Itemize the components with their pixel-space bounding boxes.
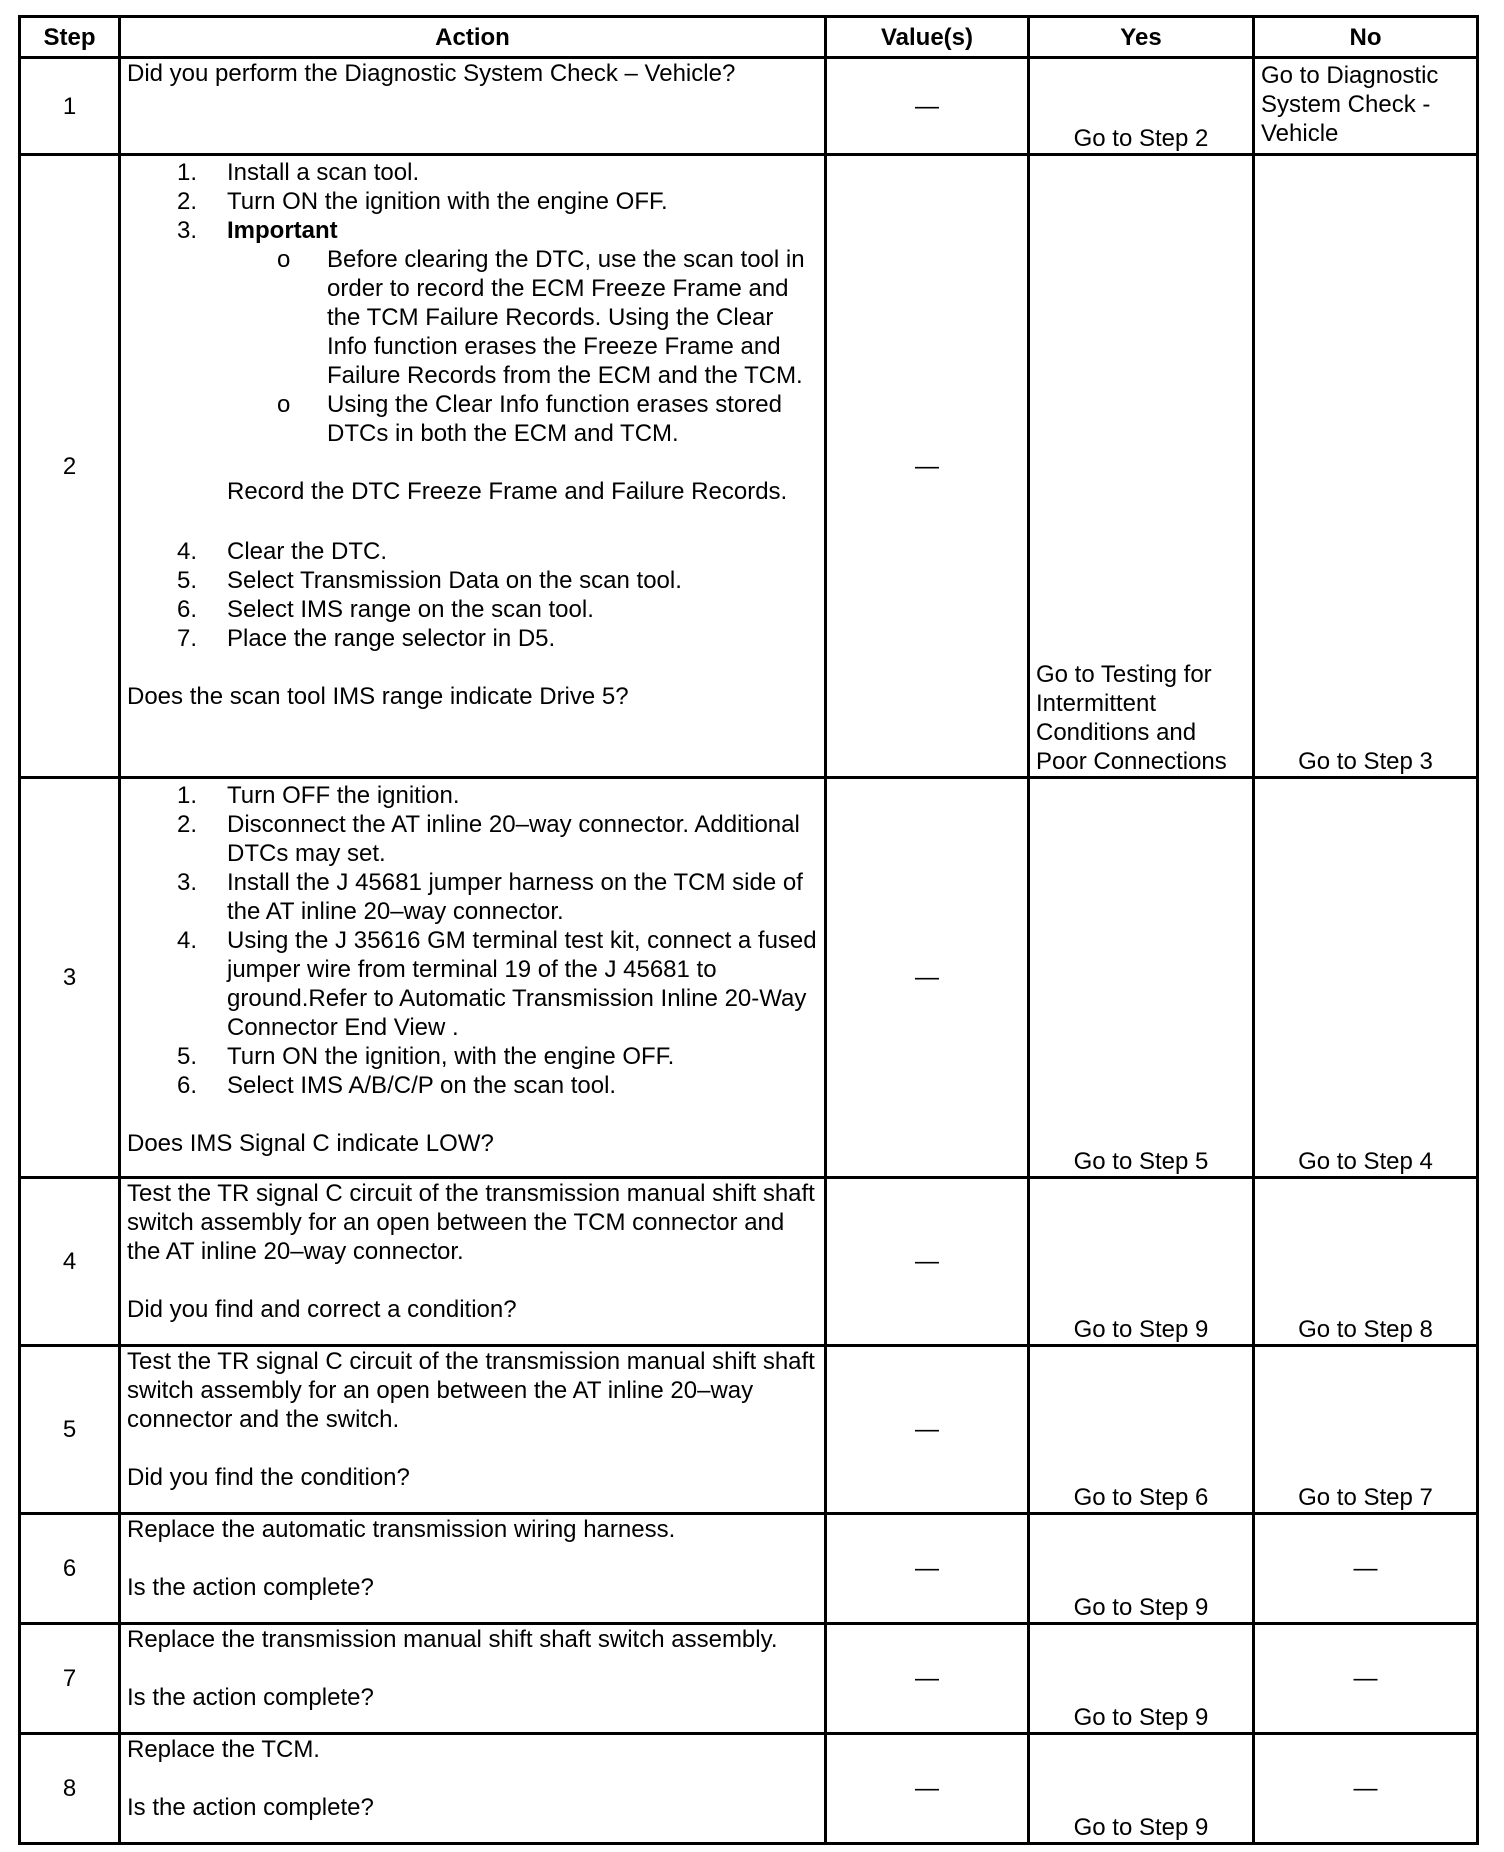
step-number: 8	[20, 1734, 120, 1844]
record-note: Record the DTC Freeze Frame and Failure Records.	[227, 478, 788, 505]
step-number: 6	[20, 1514, 120, 1624]
table-row	[20, 58, 1478, 155]
no-cell: Go to Step 4	[1254, 778, 1478, 1178]
step-number: 2	[20, 155, 120, 778]
table-row	[20, 1514, 1478, 1624]
action-cell	[120, 1178, 826, 1346]
question-text: Is the action complete?	[127, 1684, 374, 1711]
list-item: o Using the Clear Info function erases stored DTCs in both the ECM and TCM.	[277, 391, 782, 447]
table-row	[20, 1624, 1478, 1734]
list-item: 2. Disconnect the AT inline 20–way connector. Additional DTCs may set.	[177, 811, 800, 867]
procedure-list	[127, 781, 818, 1100]
step-number: 4	[20, 1178, 120, 1346]
no-cell: Go to Step 7	[1254, 1346, 1478, 1514]
action-cell	[120, 58, 826, 155]
important-label: Important	[227, 217, 338, 244]
value-cell: —	[826, 1624, 1029, 1734]
yes-cell: Go to Step 9	[1029, 1734, 1254, 1844]
no-cell: —	[1254, 1514, 1478, 1624]
no-cell: Go to Step 3	[1254, 155, 1478, 778]
step-number: 7	[20, 1624, 120, 1734]
list-item: 4. Using the J 35616 GM terminal test kit, connect a fused jumper wire from terminal 19 of the J 45681 to ground.Refer to Automatic Transmission Inline 20-Way Connector End View .	[177, 927, 817, 1041]
value-cell: —	[826, 58, 1029, 155]
step-number: 5	[20, 1346, 120, 1514]
value-cell: —	[826, 1178, 1029, 1346]
action-cell	[120, 1346, 826, 1514]
list-item: 2. Turn ON the ignition with the engine OFF.	[177, 188, 668, 215]
list-item: 6. Select IMS range on the scan tool.	[177, 596, 594, 623]
table-row	[20, 155, 1478, 778]
yes-cell: Go to Step 5	[1029, 778, 1254, 1178]
header-step: Step	[20, 17, 120, 58]
yes-cell: Go to Step 2	[1029, 58, 1254, 155]
question-text: Did you find the condition?	[127, 1464, 410, 1491]
header-no: No	[1254, 17, 1478, 58]
table-row	[20, 1734, 1478, 1844]
yes-cell: Go to Step 6	[1029, 1346, 1254, 1514]
no-cell: Go to Step 8	[1254, 1178, 1478, 1346]
procedure-list	[127, 158, 818, 245]
value-cell: —	[826, 778, 1029, 1178]
yes-cell: Go to Step 9	[1029, 1624, 1254, 1734]
action-text: Replace the TCM.	[127, 1736, 320, 1763]
step-number: 3	[20, 778, 120, 1178]
yes-cell: Go to Step 9	[1029, 1514, 1254, 1624]
list-item: 5. Select Transmission Data on the scan tool.	[177, 567, 682, 594]
header-yes: Yes	[1029, 17, 1254, 58]
list-item: 6. Select IMS A/B/C/P on the scan tool.	[177, 1072, 617, 1099]
table-row	[20, 1346, 1478, 1514]
no-cell: —	[1254, 1734, 1478, 1844]
list-item: 1. Turn OFF the ignition.	[177, 782, 460, 809]
list-item: 7. Place the range selector in D5.	[177, 625, 556, 652]
header-values: Value(s)	[826, 17, 1029, 58]
question-text: Is the action complete?	[127, 1794, 374, 1821]
no-cell: —	[1254, 1624, 1478, 1734]
list-item: 3. Important	[177, 217, 338, 244]
important-notes	[127, 245, 818, 448]
action-text: Did you perform the Diagnostic System Check – Vehicle?	[127, 60, 736, 87]
list-item: 4. Clear the DTC.	[177, 538, 388, 565]
question-text: Did you find and correct a condition?	[127, 1296, 517, 1323]
question-text: Is the action complete?	[127, 1574, 374, 1601]
action-cell	[120, 1624, 826, 1734]
list-item: 5. Turn ON the ignition, with the engine OFF.	[177, 1043, 675, 1070]
action-text: Replace the transmission manual shift shaft switch assembly.	[127, 1626, 778, 1653]
no-cell: Go to Diagnostic System Check - Vehicle	[1254, 58, 1478, 155]
question-text: Does IMS Signal C indicate LOW?	[127, 1130, 494, 1157]
question-text: Does the scan tool IMS range indicate Drive 5?	[127, 683, 629, 710]
step-number: 1	[20, 58, 120, 155]
list-item: o Before clearing the DTC, use the scan tool in order to record the ECM Freeze Frame and the TCM Failure Records. Using the Clear Info function erases the Freeze Frame and Failure Records from the ECM and the TCM.	[277, 246, 805, 389]
action-text: Test the TR signal C circuit of the transmission manual shift shaft switch assembly for an open between the TCM connector and the AT inline 20–way connector.	[127, 1180, 815, 1265]
header-action: Action	[120, 17, 826, 58]
value-cell: —	[826, 1346, 1029, 1514]
value-cell: —	[826, 1514, 1029, 1624]
table-row	[20, 1178, 1478, 1346]
action-cell	[120, 778, 826, 1178]
table-row	[20, 778, 1478, 1178]
action-cell	[120, 1514, 826, 1624]
action-cell	[120, 155, 826, 778]
action-cell	[120, 1734, 826, 1844]
list-item: 3. Install the J 45681 jumper harness on the TCM side of the AT inline 20–way connector.	[177, 869, 803, 925]
diagnostic-table	[18, 15, 1479, 1845]
list-item: 1. Install a scan tool.	[177, 159, 420, 186]
value-cell: —	[826, 1734, 1029, 1844]
action-text: Test the TR signal C circuit of the transmission manual shift shaft switch assembly for an open between the AT inline 20–way connector and the switch.	[127, 1348, 815, 1433]
yes-cell: Go to Step 9	[1029, 1178, 1254, 1346]
action-text: Replace the automatic transmission wiring harness.	[127, 1516, 676, 1543]
yes-cell: Go to Testing for Intermittent Conditions and Poor Connections	[1029, 155, 1254, 778]
header-row	[20, 17, 1478, 58]
procedure-list	[127, 537, 818, 653]
value-cell: —	[826, 155, 1029, 778]
